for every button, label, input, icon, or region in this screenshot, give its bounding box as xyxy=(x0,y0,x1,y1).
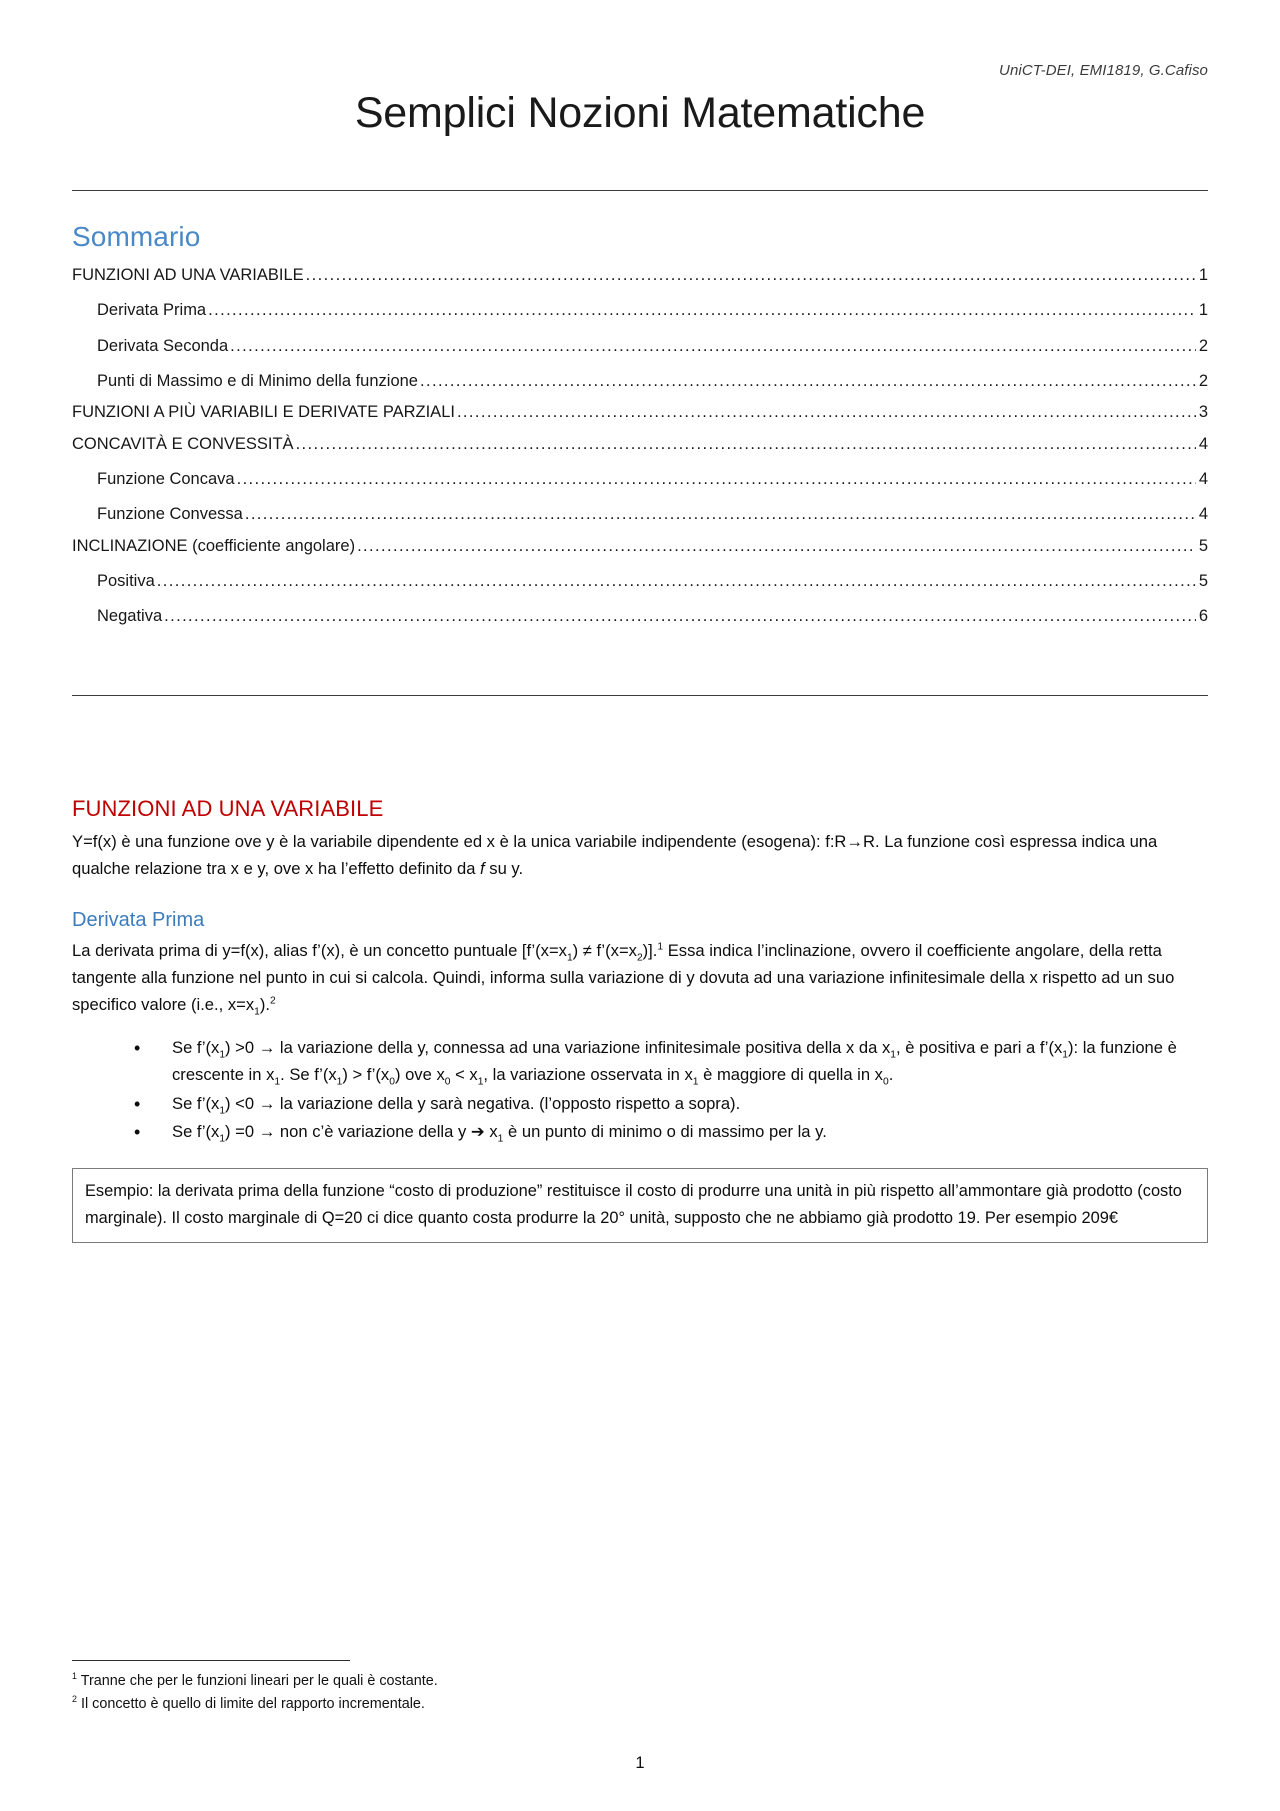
toc-entry-page: 4 xyxy=(1198,469,1208,488)
toc-entry-page: 4 xyxy=(1198,434,1208,453)
derivata-prima-bullet-list xyxy=(72,1035,1208,1147)
subscript: 1 xyxy=(566,952,573,964)
toc-entry[interactable] xyxy=(72,608,1208,625)
toc-heading: Sommario xyxy=(72,221,201,252)
page-number: 1 xyxy=(635,1754,645,1772)
toc-entry-label: Punti di Massimo e di Minimo della funzione xyxy=(97,371,418,390)
para-fragment: < x xyxy=(450,1064,478,1084)
page-title: Semplici Nozioni Matematiche xyxy=(354,89,926,137)
footnote xyxy=(72,1693,1208,1715)
para-fragment: ) =0 → non c’è variazione della y ➔ x xyxy=(225,1122,498,1142)
toc-entry-label: Positiva xyxy=(97,571,155,590)
para-fragment: ) > f’(x xyxy=(342,1064,390,1084)
toc-entry-page: 3 xyxy=(1198,403,1208,422)
toc-entry-page: 1 xyxy=(1198,301,1208,320)
subscript: 0 xyxy=(444,1076,451,1087)
toc-entry[interactable] xyxy=(72,404,1208,421)
intro-text-part2: su y. xyxy=(484,859,524,879)
subscript: 0 xyxy=(389,1076,395,1087)
toc-leader-dots xyxy=(306,267,1196,284)
toc-leader-dots xyxy=(237,471,1196,488)
toc-leader-dots xyxy=(457,404,1196,421)
toc-leader-dots xyxy=(296,436,1196,453)
para-fragment: . Se f’(x xyxy=(280,1064,337,1084)
toc-entry[interactable] xyxy=(72,573,1208,590)
toc-entry-label: INCLINAZIONE (coefficiente angolare) xyxy=(72,536,356,555)
document-header: UniCT-DEI, EMI1819, G.Cafiso xyxy=(999,62,1208,79)
subscript: 1 xyxy=(219,1133,226,1145)
toc-entry[interactable] xyxy=(72,267,1208,284)
toc-leader-dots xyxy=(157,573,1196,590)
para-fragment: è un punto di minimo o di massimo per la y. xyxy=(503,1122,827,1142)
toc-entry-label: Derivata Seconda xyxy=(97,336,229,355)
para-fragment: Essa indica l’inclinazione, ovvero il coefficiente angolare, della retta tangente alla funzione nel punto in cui si calcola. Quindi, informa sulla variazione di y dovuta ad una variazione infinitesimale della x rispetto ad un suo specifico valore (i.e., x=x xyxy=(72,941,1175,1014)
para-fragment: ): la funzione è crescente in x xyxy=(172,1037,1177,1084)
para-fragment: , è positiva e pari a f’(x xyxy=(895,1037,1063,1057)
footnote-marker: 2 xyxy=(72,1693,77,1704)
subscript: 1 xyxy=(254,1006,260,1018)
para-fragment: ) >0 → la variazione della y, connessa ad una variazione infinitesimale positiva della x da x xyxy=(225,1037,891,1057)
subscript: 1 xyxy=(692,1076,699,1087)
toc-entry-label: Funzione Concava xyxy=(97,469,235,488)
para-fragment: è maggiore di quella in x xyxy=(698,1064,883,1084)
section-intro-paragraph xyxy=(72,829,1208,883)
list-item xyxy=(134,1035,1208,1089)
toc-entry-page: 1 xyxy=(1198,266,1208,284)
footnote-area xyxy=(72,1660,1208,1715)
footnote-text: Tranne che per le funzioni lineari per le quali è costante. xyxy=(76,1673,438,1690)
example-text: Esempio: la derivata prima della funzione “costo di produzione” restituisce il costo di produrre una unità in più rispetto all’ammontare già prodotto (costo marginale). Il costo marginale di Q=20 ci dice quanto costa produrre la 20° unità, supposto che ne abbiamo già prodotto 19. Per esempio 209€ xyxy=(85,1182,1182,1227)
body-content xyxy=(72,796,1208,1243)
toc-entry-page: 4 xyxy=(1198,505,1208,524)
toc-leader-dots xyxy=(208,302,1196,319)
toc-entry-page: 5 xyxy=(1198,536,1208,555)
footnote-separator xyxy=(72,1660,350,1661)
toc-entry[interactable] xyxy=(72,338,1208,355)
subsection-heading-derivata-prima: Derivata Prima xyxy=(72,909,205,932)
toc-entry[interactable] xyxy=(72,436,1208,453)
horizontal-divider-top xyxy=(72,190,1208,191)
footnote xyxy=(72,1670,1208,1692)
toc-entry-label: FUNZIONI AD UNA VARIABILE xyxy=(72,266,304,284)
toc-leader-dots xyxy=(230,338,1196,355)
subscript: 1 xyxy=(336,1076,343,1087)
toc-entry-page: 6 xyxy=(1198,607,1208,626)
horizontal-divider-bottom xyxy=(72,695,1208,696)
toc-entry-label: Funzione Convessa xyxy=(97,505,243,524)
toc-leader-dots xyxy=(357,538,1196,555)
toc-entry[interactable] xyxy=(72,538,1208,555)
toc-entry[interactable] xyxy=(72,471,1208,488)
para-fragment: Se f’(x xyxy=(172,1037,220,1057)
toc-entry[interactable] xyxy=(72,302,1208,319)
subscript: 2 xyxy=(636,952,643,964)
derivata-prima-paragraph xyxy=(72,938,1208,1019)
para-fragment: Se f’(x xyxy=(172,1093,220,1113)
subscript: 1 xyxy=(497,1133,504,1145)
subscript: 1 xyxy=(219,1049,226,1061)
toc-leader-dots xyxy=(245,506,1196,523)
subscript: 1 xyxy=(219,1104,226,1116)
footnote-marker: 1 xyxy=(72,1671,77,1682)
toc-entry-page: 5 xyxy=(1198,571,1208,590)
toc-entry-label: FUNZIONI A PIÙ VARIABILI E DERIVATE PARZIALI xyxy=(72,403,455,422)
subscript: 1 xyxy=(477,1076,484,1087)
subscript: 0 xyxy=(882,1076,889,1087)
para-fragment: ) ≠ f’(x=x xyxy=(572,941,637,961)
para-fragment: La derivata prima di y=f(x), alias f’(x), è un concetto puntuale [f’(x=x xyxy=(72,941,567,961)
para-fragment: , la variazione osservata in x xyxy=(483,1064,693,1084)
toc-entry-label: Negativa xyxy=(97,607,163,626)
subscript: 1 xyxy=(1062,1049,1068,1061)
toc-leader-dots xyxy=(420,373,1196,390)
table-of-contents xyxy=(72,221,1208,625)
toc-entry[interactable] xyxy=(72,506,1208,523)
example-callout-box xyxy=(72,1168,1208,1243)
para-fragment: ) ove x xyxy=(394,1064,445,1084)
toc-entry-label: CONCAVITÀ E CONVESSITÀ xyxy=(72,434,294,453)
toc-entry[interactable] xyxy=(72,373,1208,390)
para-fragment: Se f’(x xyxy=(172,1122,220,1142)
list-item xyxy=(134,1091,1208,1118)
subscript: 1 xyxy=(274,1076,281,1087)
list-item xyxy=(134,1119,1208,1146)
footnote-text: Il concetto è quello di limite del rapporto incrementale. xyxy=(76,1695,425,1712)
para-fragment: )]. xyxy=(642,941,658,961)
intro-text-italic: f xyxy=(480,859,485,879)
toc-entry-label: Derivata Prima xyxy=(97,301,207,320)
intro-text-part1: Y=f(x) è una funzione ove y è la variabile dipendente ed x è la unica variabile indipendente (esogena): f:R→R. La funzione così espressa indica una qualche relazione tra x e y, ove x ha l’effetto definito da xyxy=(72,832,1158,879)
subscript: 1 xyxy=(890,1049,896,1061)
para-fragment: . xyxy=(888,1064,894,1084)
para-fragment: ) <0 → la variazione della y sarà negativa. (l’opposto rispetto a sopra). xyxy=(225,1093,741,1113)
footnote-ref[interactable]: 2 xyxy=(270,995,276,1007)
section-heading-funzioni-ad-una-variabile: FUNZIONI AD UNA VARIABILE xyxy=(72,796,384,822)
footnote-ref[interactable]: 1 xyxy=(657,941,664,953)
toc-leader-dots xyxy=(164,608,1196,625)
para-fragment: ). xyxy=(259,994,271,1014)
toc-entry-page: 2 xyxy=(1198,336,1208,355)
toc-entry-page: 2 xyxy=(1198,371,1208,390)
